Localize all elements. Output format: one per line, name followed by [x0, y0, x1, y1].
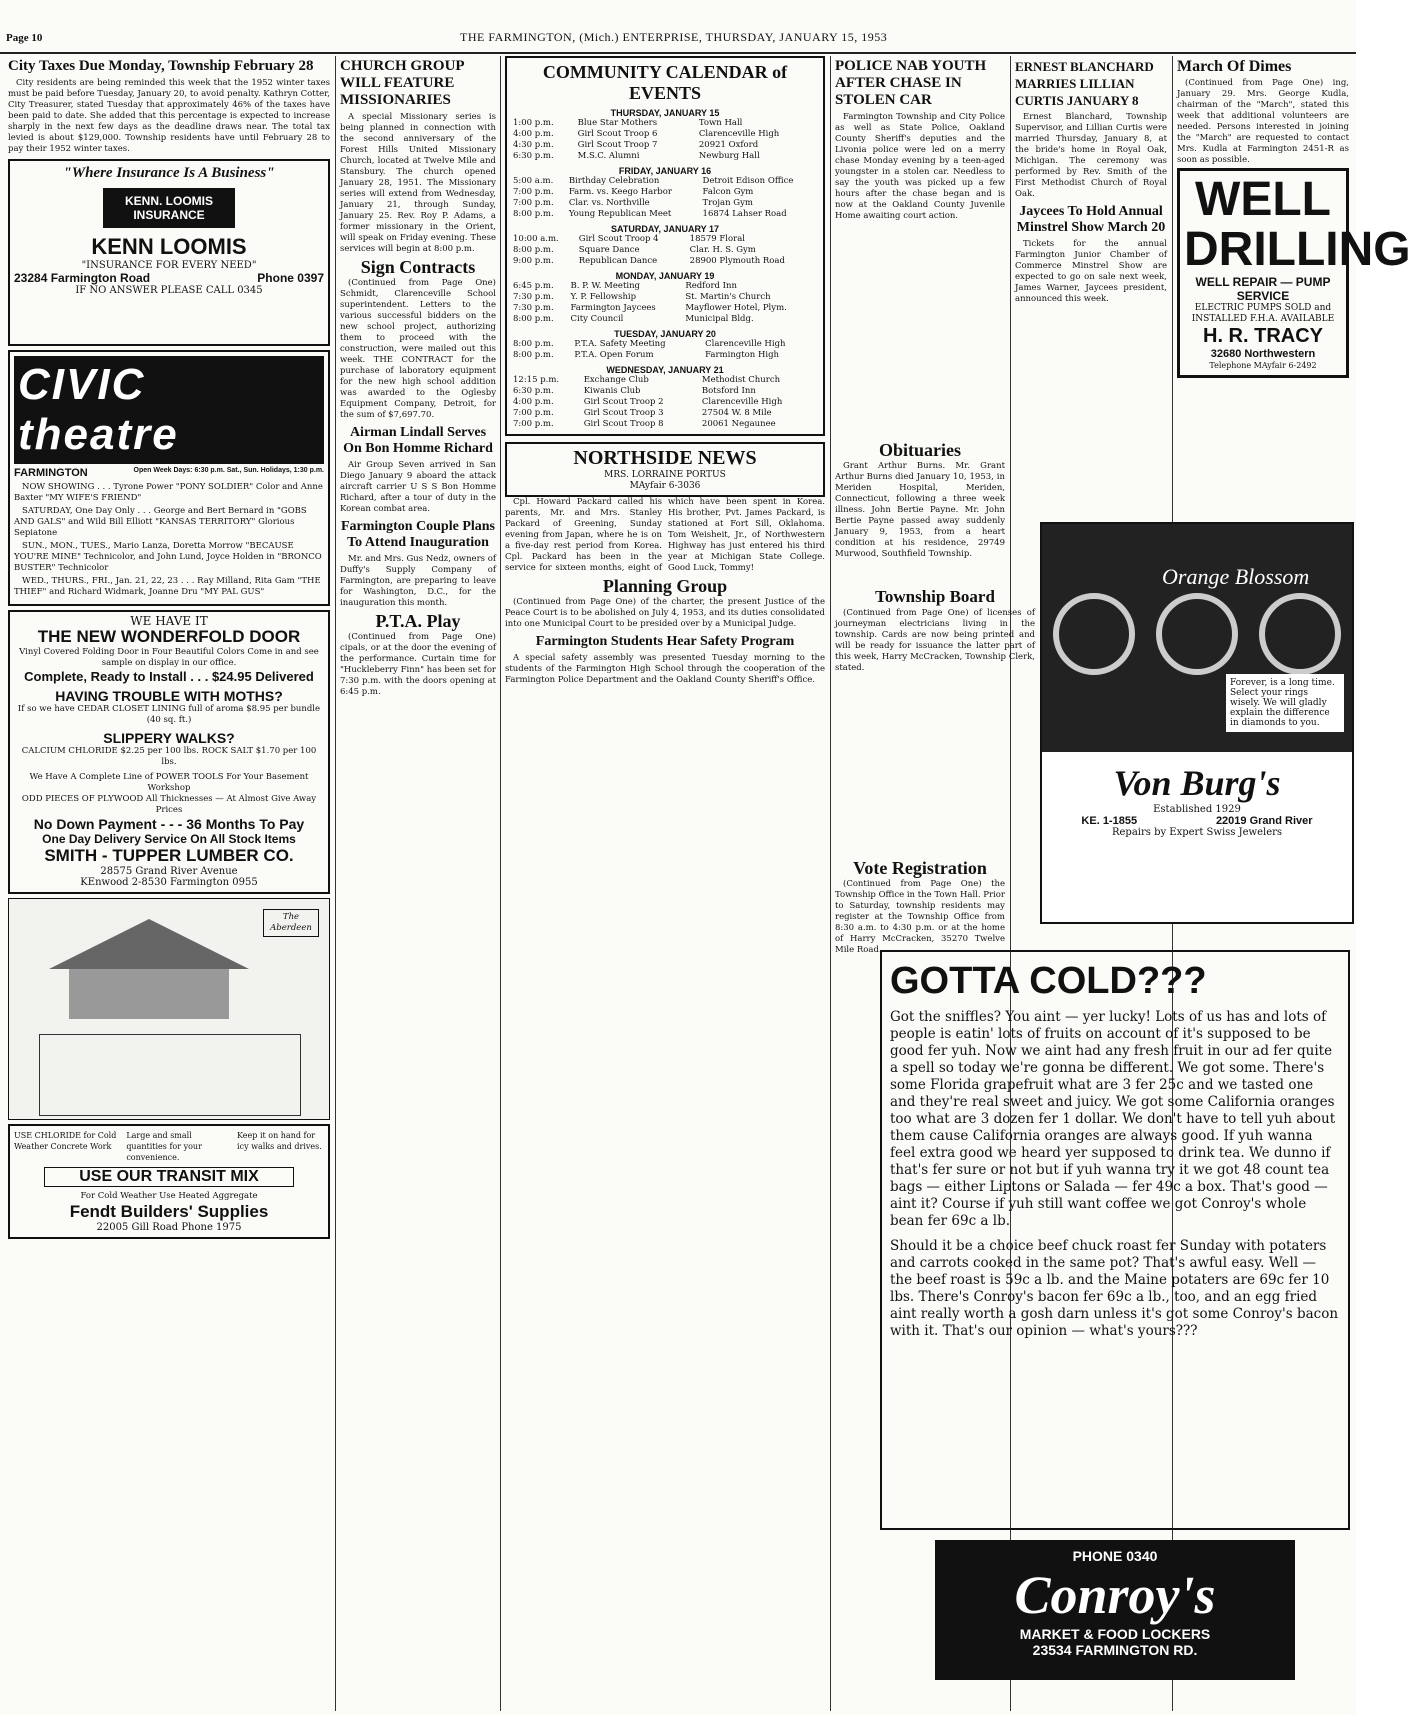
slip-prices: CALCIUM CHLORIDE $2.25 per 100 lbs. ROCK SALT $1.70 per 100 lbs. [21, 746, 317, 767]
article-township-board: (Continued from Page One) of licenses of journeyman electricians living in the township. Cards are now being printed and will be ready for issuance the latter part of this week, Harry McCracken, Township Clerk, stated. [835, 608, 1035, 673]
calendar-day: THURSDAY, JANUARY 15 [610, 108, 720, 118]
calendar-table [511, 281, 819, 325]
ring-repair: Repairs by Expert Swiss Jewelers [1111, 827, 1283, 838]
article-pta-play: (Continued from Page One) cipals, or at the door the evening of the performance. Curtain time for "Huckleberry Finn" has been set for 7:30 p.m. with the doors opening at 6:45 p.m. [340, 632, 496, 697]
column-2 [340, 56, 496, 700]
conroy-sub: MARKET & FOOD LOCKERS [1019, 1626, 1211, 1642]
house-body [69, 969, 229, 1019]
calendar-cell: 9:00 p.m. [513, 256, 554, 266]
article-planning-group: (Continued from Page One) of the charter, the present Justice of the Peace Court is to be abolished on July 4, 1953, and its duties consolidated into one Municipal Court to be presided over by a Municipal Judge. [505, 597, 825, 629]
calendar-cell: 20921 Oxford [698, 140, 759, 150]
showing-1: NOW SHOWING . . . Tyrone Power "PONY SOLDIER" Color and Anne Baxter "MY WIFE'S FRIEND" [14, 482, 323, 503]
smith-name: SMITH - TUPPER LUMBER CO. [44, 846, 294, 865]
ring-icon [1259, 593, 1341, 675]
calendar-cell: 4:00 p.m. [513, 397, 554, 407]
well-owner: H. R. TRACY [1203, 325, 1323, 347]
calendar-cell: 8:00 p.m. [513, 350, 554, 360]
headline-pta-play: P.T.A. Play [375, 611, 461, 631]
calendar-cell: 1:00 p.m. [513, 118, 554, 128]
calendar-cell: 20061 Negaunee [701, 419, 776, 429]
smith-address: 28575 Grand River Avenue [100, 866, 238, 877]
calendar-cell: 7:00 p.m. [513, 187, 554, 197]
calendar-cell: Republican Dance [578, 256, 658, 266]
calendar-cell: Farmington High [705, 350, 779, 360]
fendt-address: 22005 Gill Road Phone 1975 [96, 1222, 242, 1233]
calendar-cell: Birthday Celebration [568, 176, 660, 186]
calendar-cell: Girl Scout Troop 3 [583, 408, 664, 418]
headline-planning-group: Planning Group [602, 576, 728, 596]
calendar-row [511, 198, 819, 209]
ad-address: 23284 Farmington Road [14, 271, 151, 285]
ring-address: 22019 Grand River [1215, 815, 1313, 827]
chloride-note: USE CHLORIDE for Cold Weather Concrete Work [14, 1131, 117, 1151]
article-obituaries: Grant Arthur Burns. Mr. Grant Arthur Burns died January 10, 1953, in Meriden Hospital, Meriden, Connecticut, following a three week illness. John Bertie Payne. Mr. John Bertie Payne passed away suddenly January 9, 1953, from a heart condition at his residence, 29749 Murwood, Southfield Township. [835, 461, 1005, 559]
calendar-cell: Farmington Jaycees [570, 303, 656, 313]
door-price: Complete, Ready to Install . . . $24.95 Delivered [24, 669, 314, 684]
calendar-cell: P.T.A. Safety Meeting [574, 339, 666, 349]
ring-icon [1053, 593, 1135, 675]
ring-phone: KE. 1-1855 [1081, 815, 1138, 827]
northside-title: NORTHSIDE NEWS [573, 447, 757, 469]
article-airman: Air Group Seven arrived in San Diego January 9 aboard the attack aircraft carrier U S S Bon Homme Richard, after a tour of duty in the Korean combat area. [340, 460, 496, 514]
masthead [0, 30, 1356, 54]
smith-phones: KEnwood 2-8530 Farmington 0955 [80, 877, 258, 888]
calendar-cell: 28900 Plymouth Road [689, 256, 785, 266]
calendar-table [511, 234, 819, 267]
calendar-row [511, 176, 819, 187]
calendar-day: WEDNESDAY, JANUARY 21 [606, 365, 724, 375]
northside-byline: MRS. LORRAINE PORTUS [604, 470, 726, 480]
calendar-cell: Girl Scout Troop 7 [577, 140, 658, 150]
well-title: WELL DRILLING [1184, 173, 1411, 276]
calendar-row [511, 140, 819, 151]
ad-smith-tupper [8, 610, 330, 894]
article-police: Farmington Township and City Police as well as State Police, Oakland County Sheriff's deputies and the Livonia police were led on a merry chase Monday evening by a teen-aged youngster in a stolen car. Needless to say the youth was picked up a few hours after the chase began and is now at the Oakland County Juvenile Home awaiting court action. [835, 112, 1005, 221]
calendar-row [511, 187, 819, 198]
column-1 [8, 56, 330, 1243]
conroy-address: 23534 FARMINGTON RD. [1032, 1642, 1198, 1658]
headline-church: CHURCH GROUP WILL FEATURE MISSIONARIES [340, 58, 464, 108]
ad-civic-theatre [8, 350, 330, 606]
bullet-1: Large and small quantities for your convenience. [126, 1131, 202, 1162]
calendar-cell: Blue Star Mothers [577, 118, 658, 128]
community-calendar [505, 56, 825, 436]
well-pumps: ELECTRIC PUMPS SOLD and INSTALLED F.H.A. AVAILABLE [1191, 303, 1335, 324]
calendar-row [511, 375, 819, 386]
ad-note: IF NO ANSWER PLEASE CALL 0345 [75, 285, 263, 296]
column-rule [335, 56, 336, 1711]
fendt-name: Fendt Builders' Supplies [69, 1202, 269, 1221]
ad-von-burgs [1040, 522, 1354, 924]
article-march-of-dimes: (Continued from Page One) ing, January 29. Mrs. George Kudla, chairman of the "March", stated this week that additional volunteers are needed. Persons interested in joining the "March" are requested to contact Mrs. Kudla at Farmington 2451-R as soon as possible. [1177, 78, 1349, 165]
article-church: A special Missionary series is being planned in connection with the second anniversary of the Forest Hills United Missionary Church, located at Twelve Mile and Stansbury. The church opened January 28, 1951. The Missionary series will extend from Wednesday, January 21, through Sunday, January 25. Rev. Roy P. Adams, a former missionary in the Orient, will speak on Friday evening. These services will begin at 8:00 p.m. [340, 112, 496, 254]
article-students-safety: A special safety assembly was presented Tuesday morning to the students of the Farmington High School through the cooperation of the Farmington Police Department and the Oakland County Sheriff's Office. [505, 653, 825, 685]
calendar-cell: Falcon Gym [702, 187, 754, 197]
calendar-row [511, 397, 819, 408]
northside-box [505, 442, 825, 497]
article-vote-registration: (Continued from Page One) the Township Office in the Town Hall. Prior to Saturday, township residents may register at the Township Office from 8:30 a.m. to 4:30 p.m. or at the home of Harry McCracken, 35270 Twelve Mile Road. [835, 879, 1005, 955]
calendar-cell: 8:00 p.m. [513, 339, 554, 349]
headline-obituaries: Obituaries [878, 440, 961, 460]
headline-police: POLICE NAB YOUTH AFTER CHASE IN STOLEN CAR [835, 58, 987, 108]
calendar-cell: Girl Scout Troop 6 [577, 129, 658, 139]
calendar-cell: 6:45 p.m. [513, 281, 554, 291]
calendar-row [511, 281, 819, 292]
masthead-title: THE FARMINGTON, (Mich.) ENTERPRISE, THURSDAY, JANUARY 15, 1953 [460, 30, 888, 44]
calendar-row [511, 339, 819, 350]
calendar-row [511, 314, 819, 325]
article-couple: Mr. and Mrs. Gus Nedz, owners of Duffy's Supply Company of Farmington, are preparing to leave for Washington, D.C., for the inauguration this month. [340, 554, 496, 608]
calendar-day: FRIDAY, JANUARY 16 [618, 166, 712, 176]
calendar-cell: Redford Inn [685, 281, 737, 291]
ad-insurance [8, 159, 330, 346]
calendar-cell: Clarenceville High [698, 129, 780, 139]
calendar-cell: 8:00 p.m. [513, 209, 554, 219]
calendar-cell: 10:00 a.m. [513, 234, 559, 244]
well-sub: WELL REPAIR — PUMP SERVICE [1195, 275, 1331, 303]
calendar-cell: Town Hall [698, 118, 743, 128]
conroy-name: Conroy's [1014, 1565, 1216, 1625]
moth-title: HAVING TROUBLE WITH MOTHS? [55, 688, 283, 704]
article-sign-contracts: (Continued from Page One) Schmidt, Clarenceville School superintendent. Letters to the various successful bidders on the new school project, authorizing them to proceed with the construction, were mailed out this week. THE CONTRACT for the purchase of laboratory equipment for the new high school addition was awarded to the Oglesby Equipment Company, Detroit, for the sum of $7,697.70. [340, 278, 496, 420]
transit-mix: USE OUR TRANSIT MIX [44, 1167, 294, 1187]
calendar-cell: Municipal Bldg. [685, 314, 754, 324]
no-down: No Down Payment - - - 36 Months To Pay [33, 816, 305, 832]
well-address: 32680 Northwestern [1210, 348, 1316, 360]
power-tools: We Have A Complete Line of POWER TOOLS For Your Basement Workshop [29, 772, 309, 793]
well-phone: Telephone MAyfair 6-2492 [1209, 361, 1317, 370]
house-drawing [8, 898, 330, 1120]
calendar-cell: 7:00 p.m. [513, 419, 554, 429]
calendar-cell: 5:00 a.m. [513, 176, 554, 186]
ring-tagline: Forever, is a long time. Select your rings wisely. We will gladly explain the difference in diamonds to you. [1226, 674, 1344, 732]
gotta-paragraph-2: Should it be a choice beef chuck roast fer Sunday with potaters and carrots cooked in the same pot? That's awful easy. Well — the beef roast is 59c a lb. and the Maine potaters are 69c fer 10 lbs. There's Conroy's bacon fer 69c a lb., too, and an egg fried aint really worth a gosh darn unless it's got some Conroy's bacon with it. That's our opinion — what's yours??? [890, 1238, 1339, 1339]
column-6 [1177, 56, 1411, 378]
headline-blanchard: ERNEST BLANCHARD MARRIES LILLIAN CURTIS JANUARY 8 [1015, 59, 1154, 108]
calendar-cell: Clarenceville High [701, 397, 783, 407]
ad-sub: "INSURANCE FOR EVERY NEED" [81, 260, 257, 271]
calendar-row [511, 256, 819, 267]
calendar-row [511, 129, 819, 140]
calendar-cell: Clarenceville High [705, 339, 786, 349]
calendar-cell: Newburg Hall [698, 151, 760, 161]
calendar-day: TUESDAY, JANUARY 20 [614, 329, 716, 339]
calendar-cell: Detroit Edison Office [702, 176, 794, 186]
calendar-cell: 7:30 p.m. [513, 292, 554, 302]
ad-fendt [8, 1124, 330, 1239]
column-3 [505, 56, 825, 688]
calendar-table [511, 118, 819, 162]
headline-sign-contracts: Sign Contracts [360, 257, 476, 277]
article-jaycees: Tickets for the annual Farmington Junior Chamber of Commerce Minstrel Show are expected to go on sale next week, James Warner, Jaycees president, announced this week. [1015, 239, 1167, 304]
calendar-cell: Botsford Inn [701, 386, 756, 396]
calendar-cell: M.S.C. Alumni [577, 151, 640, 161]
calendar-cell: Clar. vs. Northville [568, 198, 650, 208]
slip-title: SLIPPERY WALKS? [103, 730, 235, 746]
calendar-cell: 8:00 p.m. [513, 245, 554, 255]
one-day: One Day Delivery Service On All Stock Items [42, 832, 296, 846]
headline-airman: Airman Lindall Serves On Bon Homme Richard [343, 425, 493, 456]
headline-township-board: Township Board [875, 587, 995, 606]
calendar-row [511, 419, 819, 430]
headline-jaycees: Jaycees To Hold Annual Minstrel Show March 20 [1016, 204, 1166, 235]
civic-town: FARMINGTON [14, 467, 88, 479]
calendar-cell: 12:15 p.m. [513, 375, 560, 385]
calendar-cell: Kiwanis Club [583, 386, 641, 396]
calendar-row [511, 234, 819, 245]
calendar-cell: Trojan Gym [702, 198, 753, 208]
column-rule [830, 56, 831, 1711]
calendar-cell: P.T.A. Open Forum [574, 350, 654, 360]
calendar-cell: 6:30 p.m. [513, 386, 554, 396]
ad-phone: Phone 0397 [257, 271, 324, 285]
calendar-cell: 16874 Lahser Road [702, 209, 787, 219]
calendar-row [511, 408, 819, 419]
calendar-cell: Square Dance [578, 245, 640, 255]
calendar-row [511, 303, 819, 314]
column-4 [835, 56, 1005, 958]
ad-well-drilling [1177, 168, 1411, 378]
plywood: ODD PIECES OF PLYWOOD All Thicknesses — At Almost Give Away Prices [21, 794, 317, 815]
calendar-cell: 4:30 p.m. [513, 140, 554, 150]
ad-name: KENN LOOMIS [91, 234, 247, 259]
column-rule [500, 56, 501, 1711]
northside-phone: MAyfair 6-3036 [629, 481, 701, 491]
ring-est: Established 1929 [1153, 804, 1241, 815]
door-title: THE NEW WONDERFOLD DOOR [37, 627, 301, 646]
headline-students-safety: Farmington Students Hear Safety Program [535, 634, 795, 649]
calendar-cell: 4:00 p.m. [513, 129, 554, 139]
calendar-cell: 27504 W. 8 Mile [701, 408, 772, 418]
moth-desc: If so we have CEDAR CLOSET LINING full of aroma $8.95 per bundle (40 sq. ft.) [17, 704, 321, 725]
calendar-cell: Young Republican Meet [568, 209, 672, 219]
floor-plan [39, 1034, 301, 1116]
calendar-cell: 7:00 p.m. [513, 198, 554, 208]
showing-4: WED., THURS., FRI., Jan. 21, 22, 23 . . . Ray Milland, Rita Gam "THE THIEF" and Richard Widmark, Joanne Dru "MY PAL GUS" [14, 576, 321, 597]
door-heading: WE HAVE IT [130, 614, 208, 628]
calendar-cell: Methodist Church [701, 375, 781, 385]
ring-store: Von Burg's [1113, 763, 1281, 803]
house-roof [49, 919, 249, 969]
gotta-paragraph-1: Got the sniffles? You aint — yer lucky! Lots of us has and lots of people is eatin' lots of fruits on account of it's supposed to be good fer yuh. Now we aint had any fresh fruit in our ad fer quite a spell so today we're gonna be different. We got some. There's some Florida grapefruit what are 3 fer 25c and we tasted one and they're real sweet and juicy. We got some California oranges too what are 3 dozen fer 1 dollar. We don't have to tell yuh about them cause California oranges are always good. If yuh wanna feel extra good we heard yer supposed to drink tea. We dunno if that's fer sure or not but if yuh wanna try it we got 48 count tea bags — either Liptons or Salada — fer 49c a box. That's good — aint it? Course if yuh still want coffee we got Conroy's whole bean fer 69c a lb. [890, 1009, 1336, 1229]
door-desc: Vinyl Covered Folding Door in Four Beautiful Colors Come in and see sample on display in our office. [19, 647, 319, 668]
calendar-cell: Girl Scout Troop 4 [578, 234, 659, 244]
calendar-table [511, 339, 819, 361]
calendar-cell: 8:00 p.m. [513, 314, 554, 324]
conroy-phone: PHONE 0340 [1072, 1548, 1158, 1564]
township-board [835, 585, 1035, 676]
calendar-cell: City Council [570, 314, 624, 324]
ad-gotta-cold [880, 950, 1350, 1530]
calendar-cell: Exchange Club [583, 375, 649, 385]
calendar-table [511, 176, 819, 220]
calendar-cell: 7:30 p.m. [513, 303, 554, 313]
civic-logo: CIVIC theatre [14, 356, 324, 464]
headline-couple: Farmington Couple Plans To Attend Inauguration [340, 519, 495, 550]
gotta-title: GOTTA COLD??? [890, 960, 1207, 1002]
calendar-cell: Girl Scout Troop 8 [583, 419, 664, 429]
page-number: Page 10 [6, 32, 43, 44]
calendar-row [511, 118, 819, 129]
calendar-row [511, 245, 819, 256]
calendar-row [511, 350, 819, 361]
calendar-cell: Clar. H. S. Gym [689, 245, 756, 255]
calendar-cell: Farm. vs. Keego Harbor [568, 187, 672, 197]
calendar-cell: 7:00 p.m. [513, 408, 554, 418]
calendar-row [511, 292, 819, 303]
calendar-title: COMMUNITY CALENDAR of EVENTS [542, 62, 788, 103]
calendar-cell: Mayflower Hotel, Plym. [685, 303, 787, 313]
calendar-cell: 18579 Floral [689, 234, 745, 244]
bullet-2: Keep it on hand for icy walks and drives. [237, 1131, 322, 1151]
northside-text: Cpl. Howard Packard called his parents, Mr. and Mrs. Stanley Packard of Greening, Sunday evening from Japan, where he is on a five-day rest period from Korea. Cpl. Packard has been in the service for sixteen months, eight of which have been spent in Korea. His brother, Pvt. James Packard, is stationed at Fort Sill, Oklahoma. Tom Weisheit, Jr., of Northwestern Highway has just entered his third year at Michigan State College. Good Luck, Tommy! [505, 497, 825, 573]
ad-conroys [935, 1540, 1295, 1680]
lantern-sign: KENN. LOOMIS INSURANCE [103, 188, 235, 228]
calendar-row [511, 386, 819, 397]
calendar-cell: St. Martin's Church [685, 292, 771, 302]
ring-icon [1156, 593, 1238, 675]
calendar-cell: 6:30 p.m. [513, 151, 554, 161]
civic-hours: Open Week Days: 6:30 p.m. Sat., Sun. Holidays, 1:30 p.m. [133, 467, 324, 474]
calendar-cell: B. P. W. Meeting [570, 281, 640, 291]
calendar-table [511, 375, 819, 430]
calendar-row [511, 151, 819, 162]
showing-2: SATURDAY, One Day Only . . . George and Bert Bernard in "GOBS AND GALS" and Wild Bill Elliott "KANSAS TERRITORY" Glorious Sepiatone [14, 506, 307, 538]
calendar-cell: Y. P. Fellowship [570, 292, 637, 302]
article-blanchard: Ernest Blanchard, Township Supervisor, and Lillian Curtis were married Thursday, January 8, at the bride's home in Royal Oak, Michigan. The ceremony was performed by Rev. Smith of the First Methodist Church of Royal Oak. [1015, 112, 1167, 199]
calendar-row [511, 209, 819, 220]
headline-taxes: City Taxes Due Monday, Township February 28 [8, 58, 314, 74]
column-5 [1015, 56, 1167, 307]
transit-note: For Cold Weather Use Heated Aggregate [80, 1191, 258, 1201]
calendar-day: SATURDAY, JANUARY 17 [610, 224, 720, 234]
aberdeen-label: The Aberdeen [263, 909, 319, 937]
headline-vote-registration: Vote Registration [853, 858, 987, 878]
ad-slogan: "Where Insurance Is A Business" [63, 165, 275, 181]
article-taxes: City residents are being reminded this week that the 1952 winter taxes must be paid before Tuesday, January 20, to avoid penalty. Kathryn Cotter, City Treasurer, stated Tuesday that approximately 46% of the taxes have been paid to date. She added that this percentage is expected to increase sharply in the next few days as the deadline draws near. The total tax levied is about $129,000. Township residents have until February 28 to pay their 1952 winter taxes. [8, 78, 330, 154]
calendar-cell: Girl Scout Troop 2 [583, 397, 664, 407]
headline-march-of-dimes: March Of Dimes [1177, 58, 1292, 75]
showing-3: SUN., MON., TUES., Mario Lanza, Doretta Morrow "BECAUSE YOU'RE MINE" Technicolor, and John Lund, Joyce Holden in "BRONCO BUSTER" Technicolor [14, 541, 322, 573]
ring-brand: Orange Blossom [1162, 564, 1310, 589]
calendar-day: MONDAY, JANUARY 19 [615, 271, 715, 281]
